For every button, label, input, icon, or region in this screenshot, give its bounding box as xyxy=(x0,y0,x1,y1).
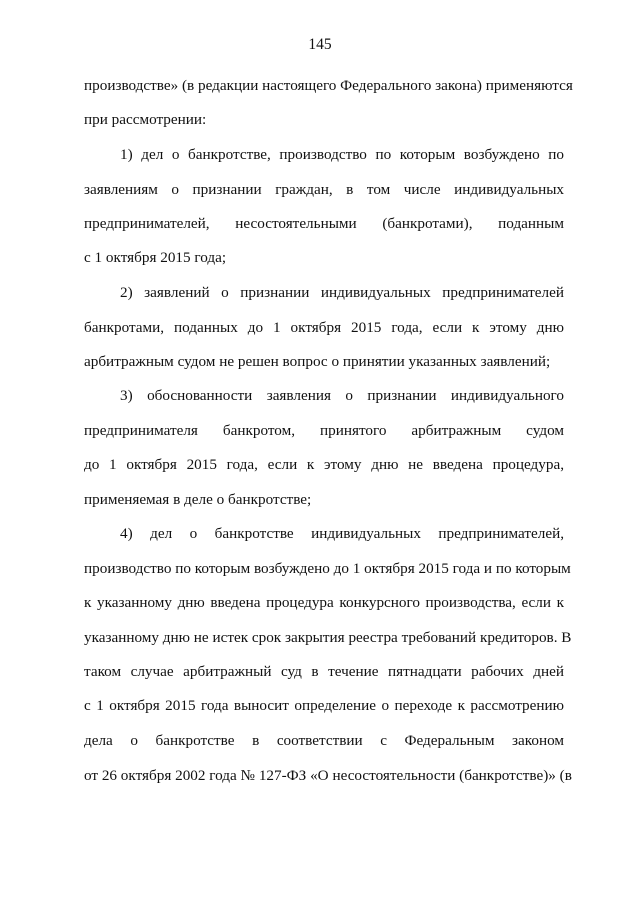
text-line: 4) дел о банкротстве индивидуальных предпринимателей, xyxy=(120,525,564,542)
text-line: производство по которым возбуждено до 1 октября 2015 года и по которым xyxy=(84,560,571,577)
text-line: при рассмотрении: xyxy=(84,111,207,128)
text-line: таком случае арбитражный суд в течение пятнадцати рабочих дней xyxy=(84,663,564,680)
text-line: 2) заявлений о признании индивидуальных предпринимателей xyxy=(120,284,564,301)
text-line: заявлениям о признании граждан, в том числе индивидуальных xyxy=(84,181,564,198)
text-line: 3) обоснованности заявления о признании индивидуального xyxy=(120,387,564,404)
text-line: указанному дню не истек срок закрытия реестра требований кредиторов. В xyxy=(84,629,572,646)
text-line: до 1 октября 2015 года, если к этому дню не введена процедура, xyxy=(84,456,564,473)
page-number: 145 xyxy=(308,36,332,53)
text-line: производстве» (в редакции настоящего Федерального закона) применяются xyxy=(84,77,573,94)
text-line: предпринимателя банкротом, принятого арбитражным судом xyxy=(84,422,564,439)
text-line: дела о банкротстве в соответствии с Федеральным законом xyxy=(84,732,564,749)
text-line: к указанному дню введена процедура конкурсного производства, если к xyxy=(84,594,564,611)
text-line: с 1 октября 2015 года выносит определение о переходе к рассмотрению xyxy=(84,697,564,714)
text-line: с 1 октября 2015 года; xyxy=(84,249,227,266)
text-line: от 26 октября 2002 года № 127-ФЗ «О несостоятельности (банкротстве)» (в xyxy=(84,767,572,784)
text-line: банкротами, поданных до 1 октября 2015 года, если к этому дню xyxy=(84,319,564,336)
text-line: арбитражным судом не решен вопрос о принятии указанных заявлений; xyxy=(84,353,551,370)
text-line: предпринимателей, несостоятельными (банкротами), поданным xyxy=(84,215,564,232)
text-line: применяемая в деле о банкротстве; xyxy=(84,491,312,508)
text-line: 1) дел о банкротстве, производство по которым возбуждено по xyxy=(120,146,564,163)
